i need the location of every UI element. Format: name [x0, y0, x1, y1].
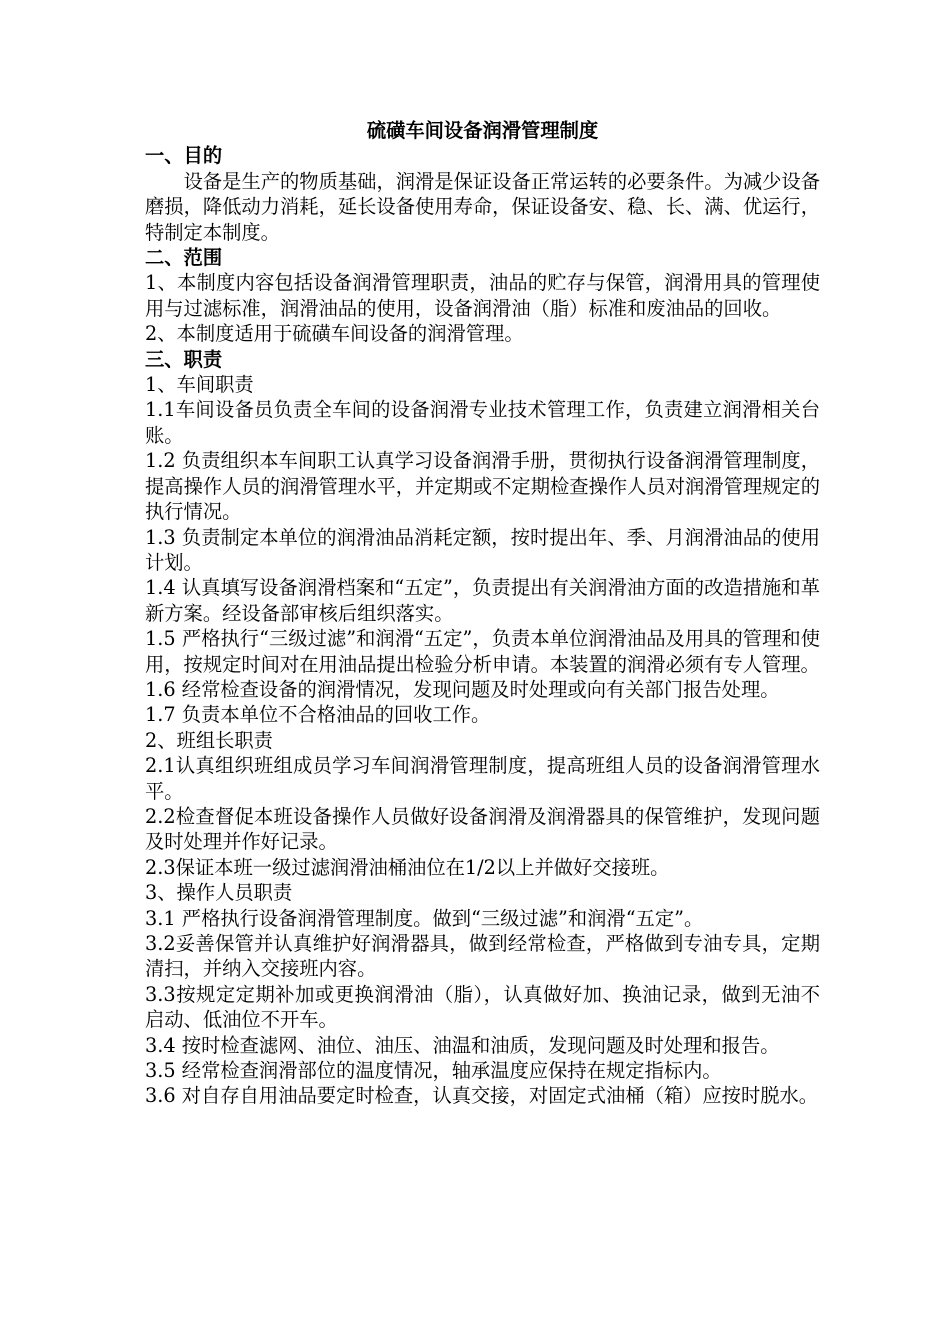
paragraph: 3、操作人员职责: [145, 881, 293, 905]
paragraph: 1.4 认真填写设备润滑档案和“五定”，负责提出有关润滑油方面的改造措施和革新方案。经设备部审核后组织落实。: [145, 576, 820, 625]
paragraph: 1.1车间设备员负责全车间的设备润滑专业技术管理工作，负责建立润滑相关台账。: [145, 398, 820, 447]
paragraph: 1.3 负责制定本单位的润滑油品消耗定额，按时提出年、季、月润滑油品的使用计划。: [145, 525, 820, 574]
paragraph: 1.5 严格执行“三级过滤”和润滑“五定”，负责本单位润滑油品及用具的管理和使用，按规定时间对在用油品提出检验分析申请。本装置的润滑必须有专人管理。: [145, 627, 820, 676]
document-page: [145, 118, 820, 1109]
section-heading: 一、目的: [145, 144, 223, 168]
paragraph: 3.3按规定定期补加或更换润滑油（脂），认真做好加、换油记录，做到无油不启动、低油位不开车。: [145, 982, 820, 1032]
paragraph: 1、本制度内容包括设备润滑管理职责，油品的贮存与保管，润滑用具的管理使用与过滤标准，润滑油品的使用，设备润滑油（脂）标准和废油品的回收。: [145, 271, 820, 320]
document-title: 硫磺车间设备润滑管理制度: [366, 119, 599, 142]
paragraph: 1、车间职责: [145, 373, 254, 397]
section-heading: 三、职责: [145, 347, 223, 371]
document-body: [145, 143, 820, 1108]
paragraph: 1.7 负责本单位不合格油品的回收工作。: [145, 703, 491, 727]
paragraph: 2.1认真组织班组成员学习车间润滑管理制度，提高班组人员的设备润滑管理水平。: [145, 754, 820, 803]
paragraph: 3.6 对自存自用油品要定时检查，认真交接，对固定式油桶（箱）应按时脱水。: [145, 1084, 819, 1108]
paragraph: 1.2 负责组织本车间职工认真学习设备润滑手册，贯彻执行设备润滑管理制度，提高操作人员的润滑管理水平，并定期或不定期检查操作人员对润滑管理规定的执行情况。: [145, 449, 820, 524]
paragraph: 1.6 经常检查设备的润滑情况，发现问题及时处理或向有关部门报告处理。: [145, 677, 780, 701]
paragraph: 3.5 经常检查润滑部位的温度情况，轴承温度应保持在规定指标内。: [145, 1059, 722, 1083]
paragraph: 2.3保证本班一级过滤润滑油桶油位在1/2以上并做好交接班。: [145, 855, 670, 879]
paragraph: 2.2检查督促本班设备操作人员做好设备润滑及润滑器具的保管维护，发现问题及时处理并作好记录。: [145, 804, 820, 854]
paragraph: 3.1 严格执行设备润滑管理制度。做到“三级过滤”和润滑“五定”。: [145, 906, 704, 930]
paragraph: 3.2妥善保管并认真维护好润滑器具，做到经常检查，严格做到专油专具，定期清扫，并纳入交接班内容。: [145, 932, 820, 981]
section-heading: 二、范围: [145, 246, 223, 270]
paragraph: 2、本制度适用于硫磺车间设备的润滑管理。: [145, 322, 524, 346]
paragraph: 3.4 按时检查滤网、油位、油压、油温和油质，发现问题及时处理和报告。: [145, 1033, 780, 1057]
paragraph: 2、班组长职责: [145, 728, 273, 752]
paragraph: 设备是生产的物质基础，润滑是保证设备正常运转的必要条件。为减少设备磨损，降低动力消耗，延长设备使用寿命，保证设备安、稳、长、满、优运行，特制定本制度。: [145, 169, 820, 244]
